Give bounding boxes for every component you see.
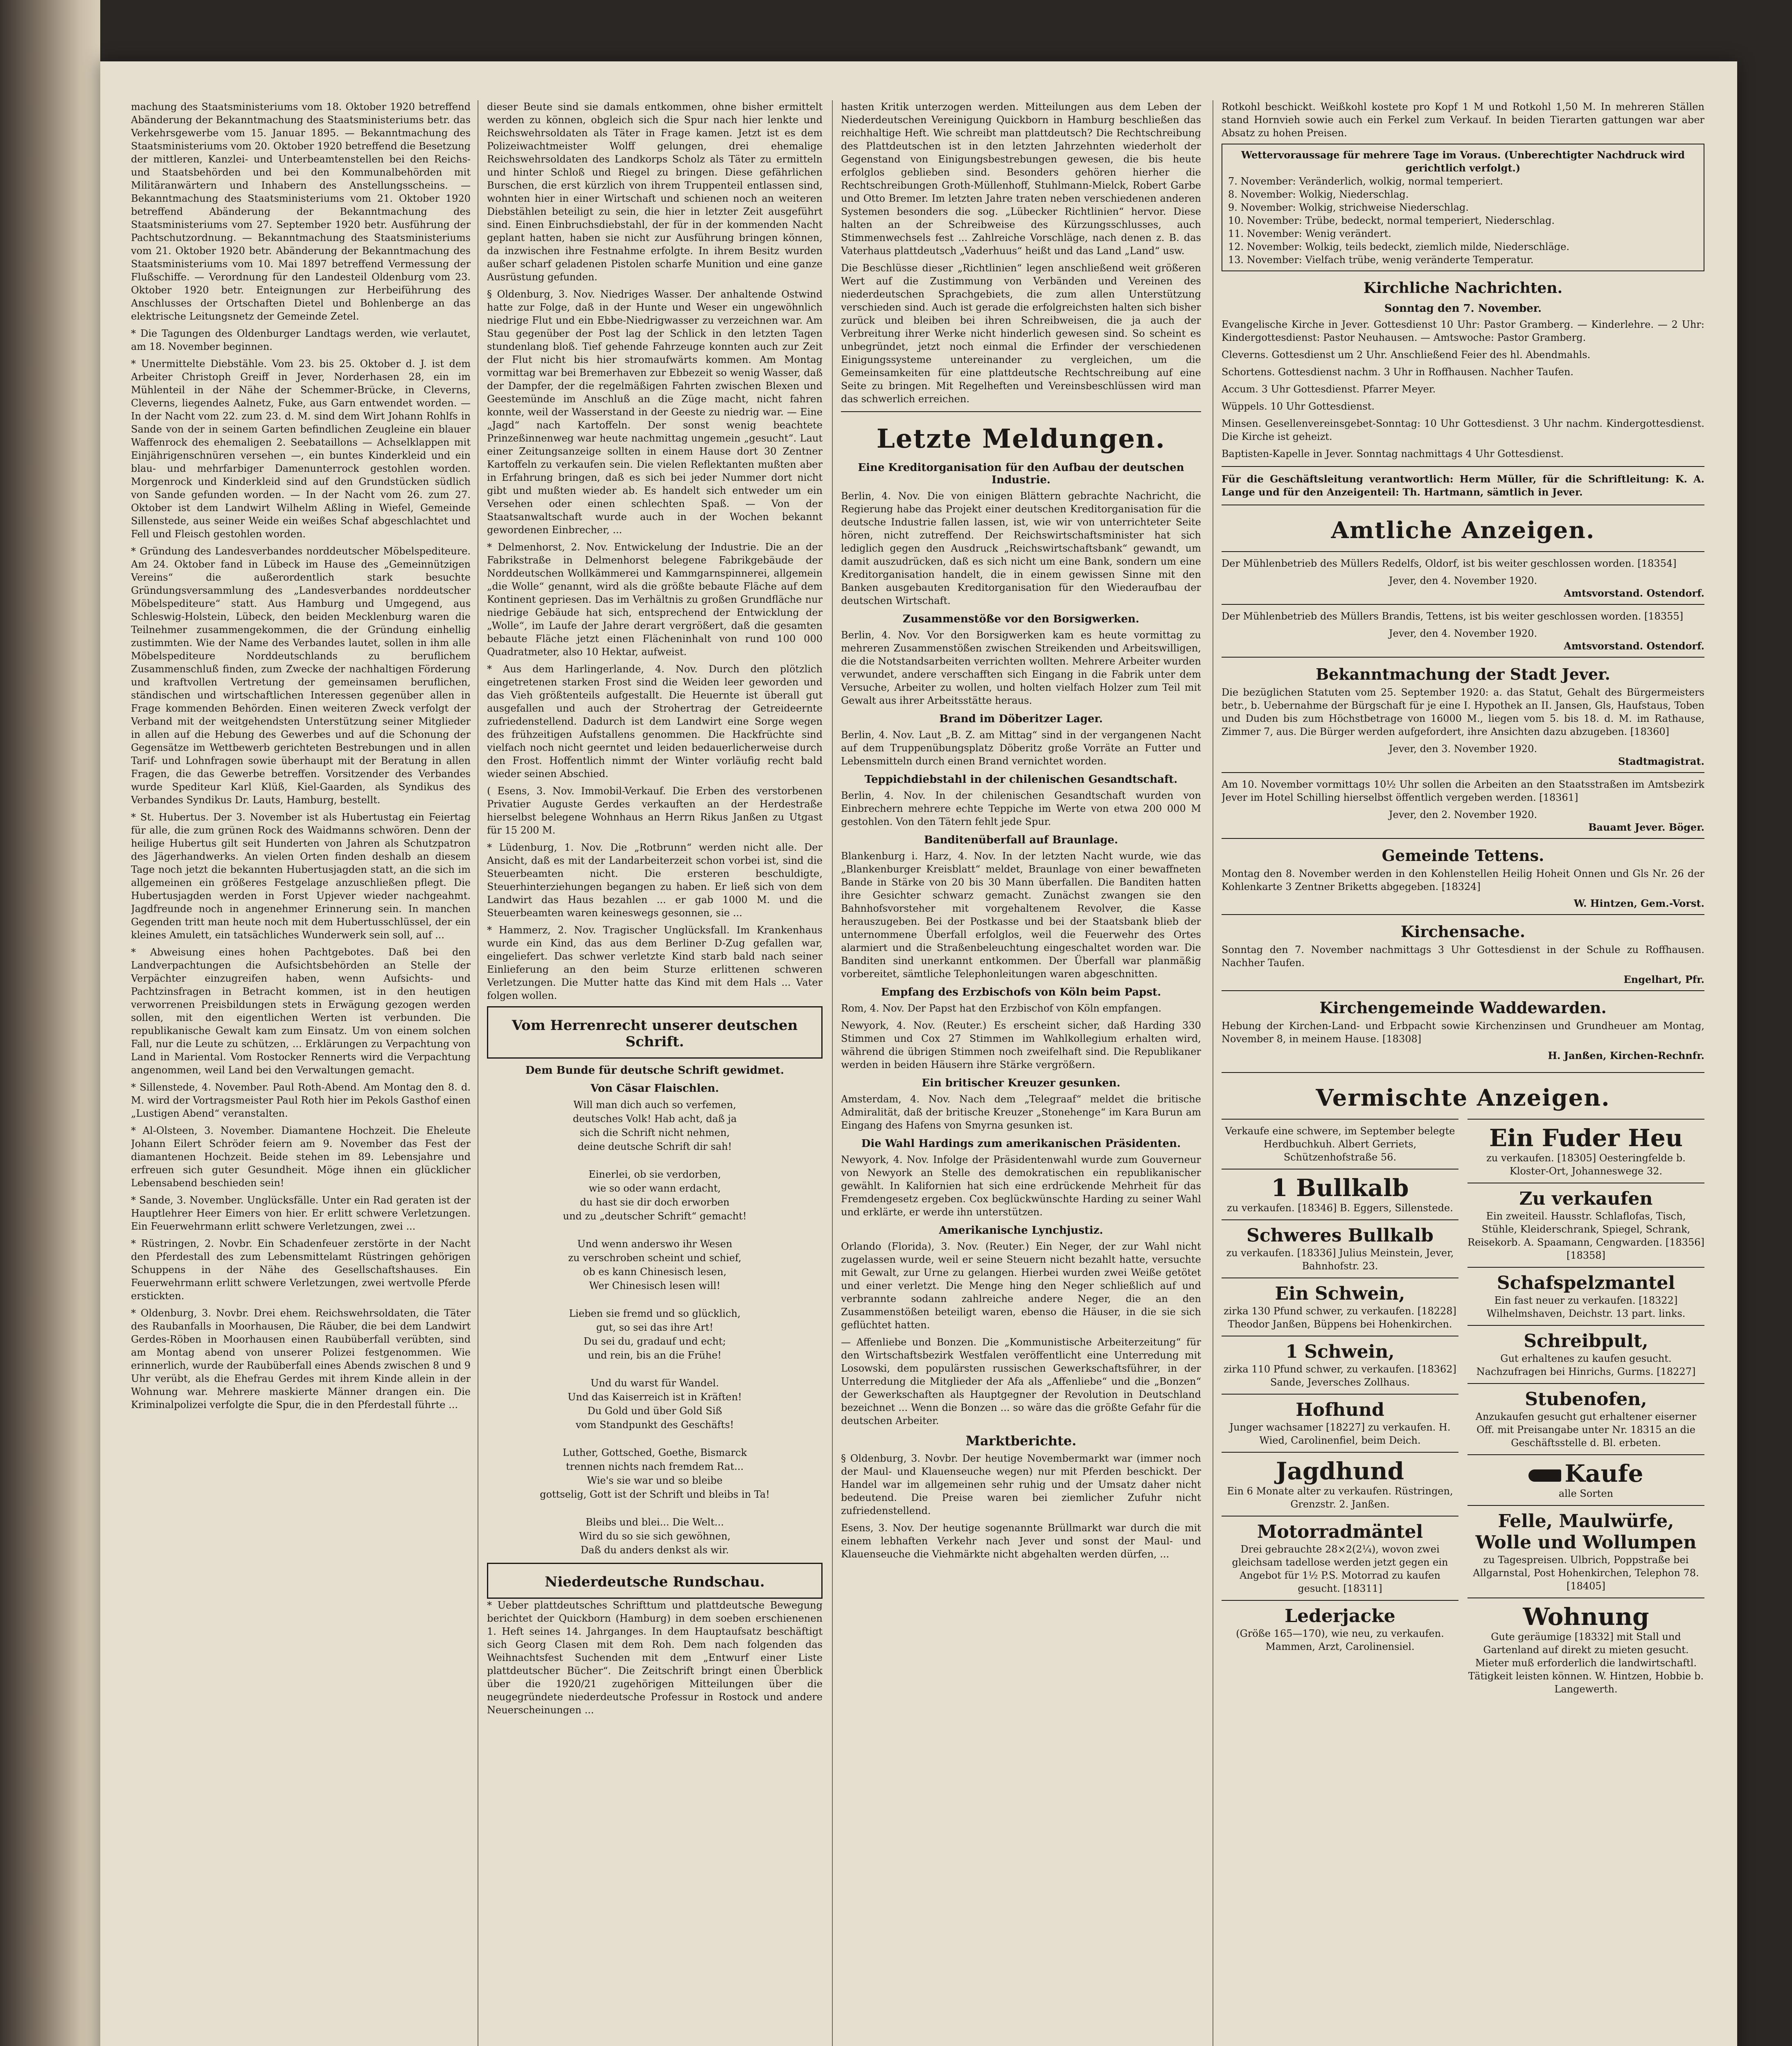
official-notice xyxy=(1222,551,1704,604)
article-text: dieser Beute sind sie damals entkommen, ohne bisher ermittelt werden zu können, obgleich sich die Spur nach hier lenkte und Reichswehrsoldaten als Täter in Frage kamen. Jetzt ist es dem Polizeiwachtmeister Wolff gelungen, drei ehemalige Reichswehrsoldaten des Landkorps Scholz als Täter zu ermitteln und hinter Schloß und Riegel zu bringen. Diese gefährlichen Burschen, die erst kürzlich von ihrem Truppenteil entlassen sind, wohnten hier in einer Wirtschaft und schienen noch an weiteren Diebstählen beteiligt zu sein, die hier in letzter Zeit ausgeführt sind. Einen Einbruchsdiebstahl, der für in der kommenden Nacht geplant hatten, haben sie nicht zur Ausführung bringen können, da inzwischen ihre Festnahme erfolgte. In ihrem Besitz wurden außer scharf geladenen Pistolen scharfe Munition und eine ganze Ausrüstung gefunden. xyxy=(487,101,823,283)
ads-right-column xyxy=(1467,1119,1704,1701)
news-text: Newyork, 4. Nov. (Reuter.) Es erscheint sicher, daß Harding 330 Stimmen und Cox 27 Stimmen im Wahlkollegium erhalten wird, während die übrigen Stimmen noch zweifelhaft sind. Die Republikaner werden in beiden Häusern ihre Stärke vergrößern. xyxy=(841,1020,1201,1070)
weather-line: 9. November: Wolkig, strichweise Niederschlag. xyxy=(1228,202,1469,213)
notice-title: Kirchensache. xyxy=(1400,922,1526,941)
article-text: * Ueber plattdeutsches Schrifttum und plattdeutsche Bewegung berichtet der Quickborn (Hamburg) in dem soeben erschienenen 1. Heft seines 14. Jahrganges. In dem Hauptaufsatz beschäftigt sich Georg Clasen mit dem Roh. Dem nach folgenden das Weihnachtsfest Suchenden mit dem „Entwurf einer Liste plattdeutscher Bücher“. Die Zeitschrift bringt einen Überblick über die 1920/21 zugehörigen Mitteilungen über die neugegründete niederdeutsche Professur in Rostock und andere Neuerscheinungen ... xyxy=(487,1600,823,1716)
notice-signature: Stadtmagistrat. xyxy=(1618,755,1704,767)
poem-headline-box xyxy=(487,1006,823,1059)
ads-left-column xyxy=(1222,1119,1458,1701)
section-headline: Niederdeutsche Rundschau. xyxy=(545,1574,765,1590)
classified-ad xyxy=(1222,1169,1458,1219)
news-headline: Amerikanische Lynchjustiz. xyxy=(939,1224,1103,1237)
weather-title: Wettervoraussage für mehrere Tage im Voraus. (Unberechtigter Nachdruck wird gerichtlich verfolgt.) xyxy=(1241,149,1685,174)
classified-ad xyxy=(1467,1505,1704,1598)
ad-title: Stubenofen, xyxy=(1525,1389,1647,1410)
article-text: * Lüdenburg, 1. Nov. Die „Rotbrunn“ werden nicht alle. Der Ansicht, daß es mit der Landarbeiterzeit schon vorbei ist, sind die Steuerbeamten nicht. Die ersteren beschuldigte, Steuerhinterziehungen begangen zu haben. Er ließ sich von dem Landwirt das Haus bezahlen ... er gab 1000 M. und die Steuerbeamten waren keineswegs gesonnen, sie ... xyxy=(487,842,823,919)
news-text: Berlin, 4. Nov. In der chilenischen Gesandtschaft wurden von Einbrechern mehrere echte Teppiche im Werte von etwa 200 000 M gestohlen. Von den Tätern fehlt jede Spur. xyxy=(841,790,1201,827)
notice-text: Der Mühlenbetrieb des Müllers Brandis, Tettens, ist bis weiter geschlossen worden. [18355] xyxy=(1222,611,1684,622)
classified-ad xyxy=(1467,1183,1704,1267)
ad-title: 1 Bullkalb xyxy=(1271,1174,1409,1202)
news-headline: Ein britischer Kreuzer gesunken. xyxy=(922,1077,1120,1089)
weather-line: 12. November: Wolkig, teils bedeckt, ziemlich milde, Niederschläge. xyxy=(1228,241,1570,252)
ad-text: Ein zweiteil. Hausstr. Schlaflofas, Tisch, Stühle, Kleiderschrank, Spiegel, Schrank, Reisekorb. A. Spaamann, Cengwarden. [18356] [18358] xyxy=(1467,1210,1704,1261)
poem-text: Will man dich auch so verfemen, deutsches Volk! Hab acht, daß ja sich die Schrift nicht nehmen, deine deutsche Schrift dir sah! Einerlei, ob sie verdorben, wie so oder wann erdacht, du hast sie dir doch erworben und zu „deutscher Schrift“ gemacht! Und wenn anderswo ihr Wesen zu verschroben scheint und schief, ob es kann Chinesisch lesen, Wer Chinesisch lesen will! Lieben sie fremd und so glücklich, gut, so sei das ihre Art! Du sei du, gradauf und echt; und rein, bis an die Frühe! Und du warst für Wandel. Und das Kaiserreich ist in Kräften! Du Gold und über Gold Siß vom Standpunkt des Geschäfts! Luther, Gottsched, Goethe, Bismarck trennen nichts nach fremdem Rat... Wie's sie war und so bleibe gottselig, Gott ist der Schrift und bleibs in Ta! Bleibs und blei... Die Welt... Wird du so sie sich gewöhnen, Daß du anders denkst als wir. xyxy=(540,1099,770,1556)
notice-title: Gemeinde Tettens. xyxy=(1382,846,1544,865)
article-text: * Unermittelte Diebstähle. Vom 23. bis 25. Oktober d. J. ist dem Arbeiter Christoph Greiff in Jever, Norderhasen 28, ein im Mühlenteil in der Nähe der Schemmer-Brücke, in Cleverns, Cleverns, liegendes Aalnetz, Fuke, aus Garn entwendet worden. — In der Nacht vom 22. zum 23. d. M. sind dem Wirt Johann Rohlfs in Sande von der in seinem Garten befindlichen Zeugleine ein blauer Waffenrock des ehemaligen 2. Seebataillons — Achselklappen mit Einjährigenschnüren versehen —, ein buntes Kinderkleid und ein blau- und mehrfarbiger Damenunterrock gestohlen worden. Morgenrock und Kinderkleid sind auf den Grundstücken südlich von Sande gefunden worden. — In der Nacht vom 26. zum 27. Oktober ist dem Landwirt Wilhelm Aßling in Wiefel, Gemeinde Sillenstede, aus seiner Weide ein weißes Schaf abgeschlachtet und Fell und Fleisch gestohlen worden. xyxy=(131,358,471,540)
classified-ad xyxy=(1222,1394,1458,1452)
weather-line: 11. November: Wenig verändert. xyxy=(1228,228,1391,239)
weather-line: 13. November: Vielfach trübe, wenig veränderte Temperatur. xyxy=(1228,254,1534,266)
poem-headline: Vom Herrenrecht unserer deutschen Schrift. xyxy=(512,1017,798,1050)
newspaper-page xyxy=(100,61,1737,2046)
official-notice xyxy=(1222,990,1704,1066)
classified-ad xyxy=(1467,1325,1704,1383)
classified-ad xyxy=(1467,1454,1704,1505)
ad-text: zu verkaufen. [18346] B. Eggers, Sillenstede. xyxy=(1227,1202,1453,1214)
article-text: * Rüstringen, 2. Novbr. Ein Schadenfeuer zerstörte in der Nacht den Pferdestall des zum Lebensmittelamt Rüstringen gehörigen Schuppens in der Nähe des Gesellschaftshauses. Ein Feuerwehrmann erlitt schwere Verletzungen, zwei wertvolle Pferde erstickten. xyxy=(131,1238,471,1302)
ad-text: Drei gebrauchte 28×2(2¼), wovon zwei gleichsam tadellose werden jetzt gegen ein Angebot für 1½ P.S. Motorrad zu kaufen gesucht. [18311] xyxy=(1232,1544,1448,1594)
ad-text: zu Tagespreisen. Ulbrich, Poppstraße bei Allgarnstal, Post Hohenkirchen, Telephon 78. [18405] xyxy=(1473,1554,1699,1592)
poem-dedication: Dem Bunde für deutsche Schrift gewidmet. xyxy=(525,1064,784,1077)
ad-title: Zu verkaufen xyxy=(1519,1188,1653,1209)
weather-box xyxy=(1222,144,1704,271)
article-text: * Hammerz, 2. Nov. Tragischer Unglücksfall. Im Krankenhaus wurde ein Kind, das aus dem Berliner D-Zug gefallen war, eingeliefert. Das schwer verletzte Kind starb bald nach seiner Einlieferung an den beim Sturze erlittenen schweren Verletzungen. Die Mutter hatte das Kind mit dem Hals ... Vater folgen wollen. xyxy=(487,924,823,1001)
notice-title: Bekanntmachung der Stadt Jever. xyxy=(1316,665,1610,683)
notice-date: Jever, den 4. November 1920. xyxy=(1389,575,1537,586)
church-news xyxy=(1222,279,1704,460)
ad-title: Ein Schwein, xyxy=(1275,1283,1405,1304)
ad-text: Junger wachsamer [18227] zu verkaufen. H. Wied, Carolinenfiel, beim Deich. xyxy=(1229,1422,1451,1446)
official-notice xyxy=(1222,838,1704,914)
market-text: § Oldenburg, 3. Novbr. Der heutige Novembermarkt war (immer noch der Maul- und Klauenseuche wegen) nur mit Pferden beschickt. Der Handel war im allgemeinen sehr ruhig und der Umsatz daher nicht bedeutend. Die Preise waren bei ziemlicher Zufuhr nicht zufriedenstellend. xyxy=(841,1453,1201,1516)
news-text: Newyork, 4. Nov. Infolge der Präsidentenwahl wurde zum Gouverneur von Newyork an Stelle des demokratischen ein republikanischer gewählt. In Kalifornien hat sich eine erdrückende Mehrheit für das Fremdengesetz ergeben. Cox beglückwünschte Harding zu seiner Wahl und erklärte, er werde ihn unterstützen. xyxy=(841,1154,1201,1218)
notice-signature: Amtsvorstand. Ostendorf. xyxy=(1564,640,1704,652)
article-text: Die Beschlüsse dieser „Richtlinien“ legen anschließend weit größeren Wert auf die Zustimmung von Verbänden und Vereinen des niederdeutschen Sprachgebiets, die zum allen Unterstützung verschieden sind. Auch ist gerade die erfolgreichsten halten sich bisher zurück und bleiben bei ihren Schreibweisen, die ja auch der Verbreitung ihrer Werke nicht hinderlich gewesen sind. So scheint es unbegründet, jetzt noch einmal die Erfinder der verschiedenen Einigungssysteme untereinander zu vergleichen, um die Gemeinsamkeiten für eine plattdeutsche Rechtschreibung auf eine Seite zu bringen. Mit Regelheften und Vereinsbeschlüssen wird man das schwerlich erreichen. xyxy=(841,262,1201,405)
weather-line: 10. November: Trübe, bedeckt, normal temperiert, Niederschlag. xyxy=(1228,215,1555,226)
classified-ads xyxy=(1222,1119,1704,1701)
notice-text: Die bezüglichen Statuten vom 25. September 1920: a. das Statut, Gehalt des Bürgermeisters betr., b. Uebernahme der Bürgschaft für je eine I. Hypothek an II. Jansen, Gls, Haufstaus, Toben und Duden bis zum Höchstbetrage von 16000 M., liegen vom 5. bis 18. d. M. im Rathause, Zimmer 7, aus. Die Bürger werden aufgefordert, ihre Ansichten dazu abzugeben. [18360] xyxy=(1222,687,1704,737)
article-text: * Sande, 3. November. Unglücksfälle. Unter ein Rad geraten ist der Hauptlehrer Heer Eimers von hier. Er erlitt schwere Verletzungen. Ein Feuerwehrmann erlitt schwere Verletzungen, zwei ... xyxy=(131,1194,471,1232)
notice-date: Jever, den 2. November 1920. xyxy=(1389,809,1537,820)
ad-title: Hofhund xyxy=(1296,1399,1384,1420)
article-text: * St. Hubertus. Der 3. November ist als Hubertustag ein Feiertag für alle, die zum grünen Rock des Waidmanns schwören. Denn der heilige Hubertus gilt seit Hunderten von Jahren als Schutzpatron des Jägerhandwerks. An vielen Orten finden deshalb an diesem Tage noch jetzt die bekannten Hubertusjagden statt, an die sich im allgemeinen ein größeres Festgelage anzuschließen pflegt. Die Hubertusjagden werden in Forst Upjever wieder nachgeahmt. Jagdfreunde noch in angenehmer Erinnerung sein. In manchen Gegenden tritt man heute noch mit dem Hubertusschlüssel, der ein kleines Amulett, ein tatsächliches Wunderwerk sein soll, auf ... xyxy=(131,811,471,941)
pointing-hand-icon xyxy=(1528,1469,1561,1482)
column-4 xyxy=(1222,100,1704,2046)
official-notice xyxy=(1222,772,1704,838)
column-rule xyxy=(832,100,833,2046)
ad-title: Jagdhund xyxy=(1276,1457,1404,1485)
section-headline: Vermischte Anzeigen. xyxy=(1316,1084,1610,1111)
church-text: Evangelische Kirche in Jever. Gottesdienst 10 Uhr: Pastor Gramberg. — Kinderlehre. — 2 Uhr: Kindergottesdienst: Pastor Neuhausen. — Amtswoche: Pastor Gramberg. xyxy=(1222,319,1704,343)
church-text: Cleverns. Gottesdienst um 2 Uhr. Anschließend Feier des hl. Abendmahls. xyxy=(1222,349,1591,361)
news-headline: Empfang des Erzbischofs von Köln beim Papst. xyxy=(881,986,1161,998)
official-notice xyxy=(1222,657,1704,772)
church-text: Baptisten-Kapelle in Jever. Sonntag nachmittags 4 Uhr Gottesdienst. xyxy=(1222,448,1564,460)
ad-text: Ein 6 Monate alter zu verkaufen. Rüstringen, Grenzstr. 2. Janßen. xyxy=(1227,1485,1453,1510)
classified-ad xyxy=(1222,1219,1458,1278)
news-text: — Affenliebe und Bonzen. Die „Kommunistische Arbeiterzeitung“ für den Wirtschaftsbezirk Westfalen veröffentlicht eine Unterredung mit Losowski, dem populärsten russischen Gewerkschaftsführer, in der Unterredung die Mitglieder der Afa als „Affenliebe“ und die „Bonzen“ der Gewerkschaften als Hauptgegner der Revolution in Deutschland bezeichnet ... Wenn die Bonzen ... so wäre das die größte Gefahr für die deutschen Arbeiter. xyxy=(841,1336,1201,1426)
classified-ad xyxy=(1222,1278,1458,1336)
section-headline: Letzte Meldungen. xyxy=(876,424,1166,454)
classified-ad xyxy=(1467,1267,1704,1325)
ad-title: Lederjacke xyxy=(1285,1606,1395,1627)
editor-imprint: Für die Geschäftsleitung verantwortlich: Herm Müller, für die Schriftleitung: K. A. Lange und für den Anzeigenteil: Th. Hartmann, sämtlich in Jever. xyxy=(1222,473,1704,498)
church-date: Sonntag den 7. November. xyxy=(1384,302,1542,315)
news-text: Berlin, 4. Nov. Vor den Borsigwerken kam es heute vormittag zu mehreren Zusammenstößen zwischen Streikenden und Arbeitswilligen, die die Notstandsarbeiten verrichten wollten. Mehrere Arbeiter wurden verwundet, andere verschafften sich Eingang in die Fabrik unter dem Versuche, Arbeiter zu wollen, und holten vielfach Holzer zum Teil mit Gewalt aus ihrer Arbeitsstätte heraus. xyxy=(841,629,1201,706)
article-text: * Die Tagungen des Oldenburger Landtags werden, wie verlautet, am 18. November beginnen. xyxy=(131,328,471,352)
article-text: * Sillenstede, 4. November. Paul Roth-Abend. Am Montag den 8. d. M. wird der Vortragsmeister Paul Roth hier im Pekols Gasthof einen „Lustigen Abend“ veranstalten. xyxy=(131,1082,471,1119)
classified-ad xyxy=(1222,1119,1458,1169)
news-headline: Brand im Döberitzer Lager. xyxy=(939,713,1103,725)
section-headline-box xyxy=(487,1563,823,1599)
notice-text: Am 10. November vormittags 10½ Uhr sollen die Arbeiten an den Staatsstraßen im Amtsbezirk Jever im Hotel Schilling hierselbst öffentlich vergeben werden. [18361] xyxy=(1222,779,1704,803)
notice-text: Sonntag den 7. November nachmittags 3 Uhr Gottesdienst in der Schule zu Roffhausen. Nachher Taufen. xyxy=(1222,944,1704,969)
ad-title: Wohnung xyxy=(1523,1603,1649,1631)
ad-title-text: Kaufe xyxy=(1564,1460,1643,1487)
poem-author: Von Cäsar Flaischlen. xyxy=(591,1082,719,1095)
classified-ad xyxy=(1467,1383,1704,1454)
classified-ad xyxy=(1222,1452,1458,1516)
ad-title: Motorradmäntel xyxy=(1257,1521,1423,1542)
notice-signature: H. Janßen, Kirchen-Rechnfr. xyxy=(1548,1050,1704,1061)
ad-text: Verkaufe eine schwere, im September belegte Herdbuchkuh. Albert Gerriets, Schützenhofstraße 56. xyxy=(1225,1125,1455,1163)
notice-signature: Bauamt Jever. Böger. xyxy=(1588,821,1704,833)
book-spine xyxy=(0,0,100,2046)
column-1 xyxy=(131,100,471,2046)
ad-title: Schafspelzmantel xyxy=(1497,1273,1675,1293)
notice-title: Kirchengemeinde Waddewarden. xyxy=(1319,998,1607,1017)
ad-text: zu verkaufen. [18305] Oesteringfelde b. Kloster-Ort, Johanneswege 32. xyxy=(1486,1152,1686,1177)
notice-signature: Amtsvorstand. Ostendorf. xyxy=(1564,587,1704,599)
divider xyxy=(1222,1072,1704,1073)
ad-text: zirka 110 Pfund schwer, zu verkaufen. [18362] Sande, Jeversches Zollhaus. xyxy=(1224,1363,1456,1388)
ad-text: Anzukaufen gesucht gut erhaltener eiserner Off. mit Preisangabe unter Nr. 18315 an die Geschäftsstelle d. Bl. erbeten. xyxy=(1475,1411,1697,1449)
news-headline: Zusammenstöße vor den Borsigwerken. xyxy=(903,613,1139,625)
article-text: * Gründung des Landesverbandes norddeutscher Möbelspediteure. Am 24. Oktober fand in Lübeck im Hause des „Gemeinnützigen Vereins“ die außerordentlich stark besuchte Gründungsversammlung des „Landesverbandes norddeutscher Möbelspediteure“ statt. Aus Hamburg und Umgegend, aus Schleswig-Holstein, Lübeck, den beiden Mecklenburg waren die Teilnehmer zusammengekommen, die der Gründung einhellig zustimmten. Wie der Name des Verbandes lautet, sollen in ihm alle Möbelspediteure Norddeutschlands zu beruflichem Zusammenschluß finden, zum Zwecke der nachhaltigen Förderung und kraftvollen Vertretung der gemeinsamen beruflichen, ständischen und wirtschaftlichen Interessen gegenüber allen in Frage kommenden Behörden. Einen weiteren Zweck verfolgt der Verband mit der weitgehendsten Unterstützung seiner Mitglieder in allen auf die Hebung des Gewerbes und auf die Schonung der Gegensätze im Wettbewerb gerichteten Bestrebungen und in allen Tarif- und Lohnfragen sowie überhaupt mit der Beratung in allen Fragen, die das Gewerbe betreffen. Vorsitzender des Verbandes wurde Spediteur Karl Klüß, Kiel-Gaarden, als Syndikus des Verbandes Syndikus Dr. Lauts, Hamburg, bestellt. xyxy=(131,545,471,806)
ad-title: Felle, Maulwürfe, Wolle und Wollumpen xyxy=(1475,1511,1697,1553)
ad-title: Schreibpult, xyxy=(1524,1331,1648,1352)
church-headline: Kirchliche Nachrichten. xyxy=(1363,279,1563,297)
article-text: * Delmenhorst, 2. Nov. Entwickelung der Industrie. Die an der Fabrikstraße in Delmenhorst belegene Fabrikgebäude der Norddeutschen Wollkämmerei und Kammgarnspinnerei, allgemein „die Wolle“ genannt, wird als die größte bebaute Fläche auf dem Kontinent gepriesen. Das im Verhältnis zu großen Grundfläche nur niedrige Gebäude hat sich, entsprechend der Entwicklung der „Wolle“, im Laufe der Jahre derart vergrößert, daß die gesamten bebaute Fläche jetzt einen Flächeninhalt von rund 100 000 Quadratmeter, also 10 Hektar, aufweist. xyxy=(487,541,823,658)
article-text: ( Esens, 3. Nov. Immobil-Verkauf. Die Erben des verstorbenen Privatier Auguste Gerdes verkauften an der Herdestraße hierselbst belegene Wohnhaus an Herrn Rikus Janßen zu Utgast für 15 200 M. xyxy=(487,785,823,836)
ad-text: Gute geräumige [18332] mit Stall und Gartenland auf direkt zu mieten gesucht. Mieter muß erforderlich die landwirtschaftl. Tätigkeit leisten können. W. Hintzen, Hobbie b. Langewerth. xyxy=(1468,1631,1704,1695)
ad-title: Schweres Bullkalb xyxy=(1247,1225,1434,1246)
news-headline: Eine Kreditorganisation für den Aufbau der deutschen Industrie. xyxy=(858,462,1184,486)
market-text: Esens, 3. Nov. Der heutige sogenannte Brüllmarkt war durch die mit einem lebhaften Verkehr nach Jever und sonst der Maul- und Klauenseuche die Viehmärkte nicht abgehalten werden dürfen, ... xyxy=(841,1522,1201,1560)
column-3 xyxy=(841,100,1201,2046)
church-text: Schortens. Gottesdienst nachm. 3 Uhr in Roffhausen. Nachher Taufen. xyxy=(1222,366,1574,378)
news-text: Orlando (Florida), 3. Nov. (Reuter.) Ein Neger, der zur Wahl nicht zugelassen wurde, weil er seine Steuern nicht bezahlt hatte, versuchte mit Gewalt, zur Urne zu gelangen. Hierbei wurden zwei Weiße getötet und einer verletzt. Die Menge hing den Neger schließlich auf und verbrannte sodann zahlreiche andere Neger, die an den Zusammenstößen beteiligt waren, ebenso die Häuser, in die sie sich geflüchtet hatten. xyxy=(841,1241,1201,1331)
ad-text: Gut erhaltenes zu kaufen gesucht. Nachzufragen bei Hinrichs, Gurms. [18227] xyxy=(1476,1353,1696,1377)
news-text: Amsterdam, 4. Nov. Nach dem „Telegraaf“ meldet die britische Admiralität, daß der britische Kreuzer „Stonehenge“ im Kara Burun am Eingang des Hafens von Smyrna gesunken ist. xyxy=(841,1093,1201,1131)
classified-ad xyxy=(1467,1119,1704,1183)
news-text: Blankenburg i. Harz, 4. Nov. In der letzten Nacht wurde, wie das „Blankenburger Kreisblatt“ meldet, Braunlage von einer bewaffneten Bande in Stärke von 20 bis 30 Mann überfallen. Die Banditen hatten ihre Gesichter schwarz gemacht. Zunächst zwangen sie den Bahnhofsvorsteher mit vorgehaltenem Revolver, die Kasse herauszugeben. Bei der Postkasse und bei der Staatsbank blieb der unternommene Überfall erfolglos, weil die Feuerwehr des Ortes alarmiert und die Straßenbeleuchtung eingeschaltet worden war. Die Banditen sind unerkannt entkommen. Der Überfall war planmäßig vorbereitet, sämtliche Telephonleitungen waren abgeschnitten. xyxy=(841,850,1201,980)
news-headline: Teppichdiebstahl in der chilenischen Gesandtschaft. xyxy=(864,773,1178,786)
notice-signature: W. Hintzen, Gem.-Vorst. xyxy=(1573,897,1704,909)
article-text: machung des Staatsministeriums vom 18. Oktober 1920 betreffend Abänderung der Bekanntmachung des Staatsministeriums betr. das Verkehrsgewerbe vom 15. Januar 1895. — Bekanntmachung des Staatsministeriums vom 20. Oktober 1920 betreffend die Besetzung der mittleren, Kanzlei- und Unterbeamtenstellen bei den Reichs- und Staatsbehörden und bei den Kommunalbehörden mit Militäranwärtern und Inhabern des Anstellungsscheins. — Bekanntmachung des Staatsministeriums vom 21. Oktober 1920 betreffend Abänderung der Bekanntmachung des Staatsministeriums vom 27. September 1920 betr. Ausführung der Pachtschutzordnung. — Bekanntmachung des Staatsministeriums vom 21. Oktober 1920 betr. Abänderung der Bekanntmachung des Staatsministeriums vom 10. Mai 1897 betreffend Vermessung der Flußschiffe. — Verordnung für den Landesteil Oldenburg vom 23. Oktober 1920 betr. Enteignungen zur Herbeiführung des Anschlusses der Ortschaften Dietel und Bohlenberge an das elektrische Leitungsnetz der Gemeinde Zetel. xyxy=(131,101,471,322)
news-headline: Banditenüberfall auf Braunlage. xyxy=(924,834,1118,846)
church-text: Wüppels. 10 Uhr Gottesdienst. xyxy=(1222,401,1375,412)
column-2 xyxy=(487,100,823,2046)
article-text: * Oldenburg, 3. Novbr. Drei ehem. Reichswehrsoldaten, die Täter des Raubanfalls in Moorhausen, Die Räuber, die bei dem Landwirt Gerdes-Röben in Moorhausen einen Raubüberfall verübten, sind am Montag abend von unserer Polizei festgenommen. Wie erinnerlich, wurde der Raubüberfall eines Abends zwischen 8 und 9 Uhr verübt, als die Ehefrau Gerdes mit ihrem Kinde allein in der Wohnung war. Mehrere maskierte Männer drangen ein. Die Kriminalpolizei verfolgte die Spur, die in den Pferdestall führte ... xyxy=(131,1307,471,1411)
ad-text: (Größe 165—170), wie neu, zu verkaufen. Mammen, Arzt, Carolinensiel. xyxy=(1236,1628,1444,1652)
church-text: Minsen. Gesellenvereinsgebet-Sonntag: 10 Uhr Gottesdienst. 3 Uhr nachm. Kindergottesdienst. Die Kirche ist geheizt. xyxy=(1222,418,1704,442)
notice-text: Montag den 8. November werden in den Kohlenstellen Heilig Hoheit Onnen und Gls Nr. 26 der Kohlenkarte 3 Zentner Briketts abgegeben. [18324] xyxy=(1222,868,1704,892)
classified-ad xyxy=(1222,1600,1458,1658)
ad-title: 1 Schwein, xyxy=(1285,1341,1395,1362)
notice-signature: Engelhart, Pfr. xyxy=(1623,973,1704,985)
ad-title xyxy=(1467,1460,1704,1487)
news-text: Rom, 4. Nov. Der Papst hat den Erzbischof von Köln empfangen. xyxy=(841,1003,1162,1014)
news-headline: Die Wahl Hardings zum amerikanischen Präsidenten. xyxy=(861,1138,1181,1150)
classified-ad xyxy=(1467,1598,1704,1701)
ad-text: zu verkaufen. [18336] Julius Meinstein, Jever, Bahnhofstr. 23. xyxy=(1226,1247,1454,1272)
article-text: * Al-Olsteen, 3. November. Diamantene Hochzeit. Die Eheleute Johann Eilert Schröder feiern am 9. November das Fest der diamantenen Hochzeit. Beide stehen im 89. Lebensjahre und erfreuen sich guter Gesundheit. Möge ihnen ein glücklicher Lebensabend beschieden sein! xyxy=(131,1125,471,1189)
classified-ad xyxy=(1222,1516,1458,1600)
article-text: § Oldenburg, 3. Nov. Niedriges Wasser. Der anhaltende Ostwind hatte zur Folge, daß in der Hunte und Weser ein ungewöhnlich niedrige Flut und ein Ebbe-Niedrigwasser zu verzeichnen war. Am Stau gegenüber der Post lag der Schlick in den letzten Tagen stundenlang bloß. Tief gehende Fahrzeuge konnten auch zur Zeit der Flut nicht bis hier stromaufwärts kommen. Am Montag vormittag war bei Bremerhaven zur Ebbezeit so wenig Wasser, daß der Dampfer, der die regelmäßigen Fahrten zwischen Blexen und Geestemünde im Anschluß an die Züge macht, nicht fahren konnte, weil der Wasserstand in der Geeste zu niedrig war. — Eine „Jagd“ nach Kartoffeln. Der sonst wenig beachtete Prinzeßinnenweg war heute nachmittag ungemein „gesucht“. Laut einer Zeitungsanzeige sollten in einem Hause dort 30 Zentner Kartoffeln zu verkaufen sein. Die vielen Reflektanten mußten aber in Erfahrung bringen, daß es sich bei jeder Nummer dort nicht gibt und mußten wieder ab. Es handelt sich entweder um ein Versehen oder einen schlechten Spaß. — Von der Staatsanwaltschaft wurde auch in der Wochen bekannt gewordenen Einbrecher, ... xyxy=(487,288,823,536)
news-text: Berlin, 4. Nov. Laut „B. Z. am Mittag“ sind in der vergangenen Nacht auf dem Truppenübungsplatz Döberitz große Vorräte an Futter und Lebensmitteln durch einen Brand vernichtet worden. xyxy=(841,729,1201,767)
divider xyxy=(841,411,1201,412)
notice-date: Jever, den 4. November 1920. xyxy=(1389,628,1537,639)
article-text: * Aus dem Harlingerlande, 4. Nov. Durch den plötzlich eingetretenen starken Frost sind die Weiden leer geworden und das Vieh größtenteils aufgestallt. Die Heuernte ist überall gut ausgefallen und auch der Strohertrag der Getreideernte zufriedenstellend. Dadurch ist dem Landwirt eine Sorge wegen des frühzeitigen Aufstallens genommen. Die Hackfrüchte sind vielfach noch nicht geerntet und leiden bedauerlicherweise durch den Frost. Hoffentlich nimmt der Winter vorläufig recht bald wieder seinen Abschied. xyxy=(487,663,823,780)
official-notice xyxy=(1222,914,1704,990)
ad-text: zirka 130 Pfund schwer, zu verkaufen. [18228] Theodor Janßen, Büppens bei Hohenkirchen. xyxy=(1224,1305,1456,1330)
ad-text: Ein fast neuer zu verkaufen. [18322] Wilhelmshaven, Deichstr. 13 part. links. xyxy=(1486,1295,1686,1319)
divider xyxy=(1222,466,1704,467)
notice-date: Jever, den 3. November 1920. xyxy=(1389,743,1537,755)
news-text: Berlin, 4. Nov. Die von einigen Blättern gebrachte Nachricht, die Regierung habe das Projekt einer deutschen Kreditorganisation für die deutsche Industrie fallen lassen, ist, wie wir von unterrichteter Seite hören, nicht zutreffend. Der Reichswirtschaftsminister hat sich lediglich gegen den Ausdruck „Reichswirtschaftsbank“ gewandt, um damit auszudrücken, daß es sich nicht um eine Bank, sondern um eine Kreditorganisation handelt, die in einem gewissen Sinne mit den Banken ausgebauten Kreditorganisation für den Wiederaufbau der deutschen Wirtschaft. xyxy=(841,490,1201,606)
church-text: Accum. 3 Uhr Gottesdienst. Pfarrer Meyer. xyxy=(1222,383,1436,395)
article-text: hasten Kritik unterzogen werden. Mitteilungen aus dem Leben der Niederdeutschen Vereinigung Quickborn in Hamburg beschließen das reichhaltige Heft. Wie schreibt man plattdeutsch? Die Rechtschreibung des Plattdeutschen ist in den letzten Jahrzehnten wiederholt der Gegenstand von Einigungsbestrebungen gewesen, die bis heute erfolglos geblieben sind. Besonders gehören hierher die Rechtschreibungen Groth-Müllenhoff, Stuhlmann-Mielck, Robert Garbe und Otto Bremer. Im letzten Jahre traten neben verschiedenen anderen Systemen besonders die sog. „Lübecker Richtlinien“ hervor. Diese halten an der Schreibweise des Kürzungsschlusses, auch Stimmenwechsels fest ... Zahlreiche Vorschläge, nach denen z. B. das Vaterhaus plattdeutsch „Vaderhuus“ heißt und das Land „Land“ usw. xyxy=(841,101,1201,257)
ad-text: alle Sorten xyxy=(1558,1488,1614,1499)
ad-title: Ein Fuder Heu xyxy=(1489,1124,1683,1152)
notice-text: Der Mühlenbetrieb des Müllers Redelfs, Oldorf, ist bis weiter geschlossen worden. [18354] xyxy=(1222,558,1677,569)
weather-line: 7. November: Veränderlich, wolkig, normal temperiert. xyxy=(1228,176,1503,187)
notice-text: Hebung der Kirchen-Land- und Erbpacht sowie Kirchenzinsen und Grundheuer am Montag, November 8, in meinem Hause. [18308] xyxy=(1222,1020,1704,1045)
official-notice xyxy=(1222,604,1704,657)
market-text: Rotkohl beschickt. Weißkohl kostete pro Kopf 1 M und Rotkohl 1,50 M. In mehreren Ställen stand Hornvieh sowie auch ein Ferkel zum Verkauf. In beiden Tierarten gattungen war aber Absatz zu hohen Preisen. xyxy=(1222,101,1704,139)
article-text: * Abweisung eines hohen Pachtgebotes. Daß bei den Landverpachtungen die Aufsichtsbehörden an Stelle der Verpächter einzugreifen haben, wenn Aufsichts- und Pachtzinsfragen in Betracht kommen, ist in den heutigen verworrenen Preisbildungen stets in Erwägung gezogen werden sollen, mit den eigentlichen Werten ist verbunden. Die republikanische Gewalt kam zum Einsatz. Um von einem solchen Fall, nur die Leute zu schützen, ... Erklärungen zu Verpachtung von Land in Mariental. Vom Rostocker Rennerts wird die Verpachtung angenommen, weil Land bei den Verwaltungen gemacht. xyxy=(131,946,471,1076)
classified-ad xyxy=(1222,1336,1458,1394)
section-headline: Amtliche Anzeigen. xyxy=(1331,517,1595,544)
weather-line: 8. November: Wolkig, Niederschlag. xyxy=(1228,189,1409,200)
section-headline: Marktberichte. xyxy=(965,1433,1077,1449)
